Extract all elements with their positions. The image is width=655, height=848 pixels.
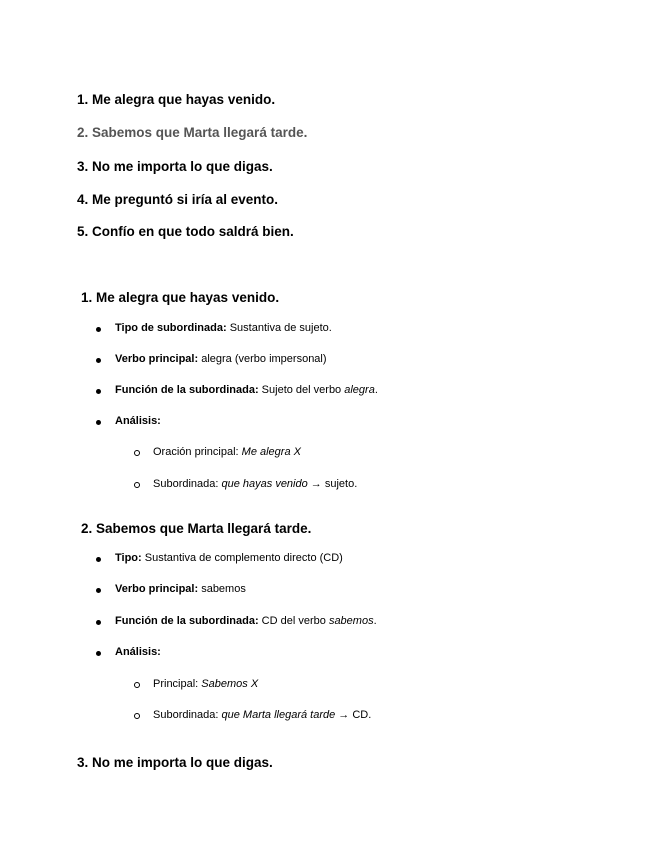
sub-bullet-italic-text: que Marta llegará tarde — [221, 709, 336, 721]
bullet-text: Sujeto del verbo — [258, 384, 345, 396]
list-item: 5. Confío en que todo saldrá bien. — [77, 224, 294, 239]
bullet-tail-text: . — [373, 615, 377, 627]
sub-bullet-text: Subordinada: — [153, 709, 222, 721]
bullet-text: Sustantiva de sujeto. — [226, 322, 332, 334]
bullet-text: alegra (verbo impersonal) — [198, 353, 327, 365]
bullet-dot-icon — [96, 651, 101, 656]
bullet-label: Verbo principal: — [115, 583, 199, 595]
bullet-label: Función de la subordinada: — [115, 384, 259, 396]
list-item: 4. Me preguntó si iría al evento. — [77, 192, 279, 207]
bullet-dot-icon — [96, 358, 101, 363]
bullet-label: Tipo: — [115, 552, 142, 564]
bullet-text: Sustantiva de complemento directo (CD) — [141, 552, 343, 564]
circle-bullet-icon — [134, 450, 140, 456]
bullet-text: CD del verbo — [258, 615, 329, 627]
sub-bullet-text: Oración principal: — [153, 446, 242, 458]
sub-bullet-text: Subordinada: — [153, 478, 222, 490]
sub-bullet-italic-text: Me alegra X — [241, 446, 301, 458]
bullet-label: Análisis: — [115, 415, 161, 427]
bullet-label: Función de la subordinada: — [115, 615, 259, 627]
list-item: 3. No me importa lo que digas. — [77, 159, 273, 174]
sub-bullet-italic-text: que hayas venido — [221, 478, 308, 490]
bullet-label: Tipo de subordinada: — [115, 322, 227, 334]
bullet-dot-icon — [96, 420, 101, 425]
list-item: 1. Me alegra que hayas venido. — [77, 92, 276, 107]
bullet-dot-icon — [96, 620, 101, 625]
circle-bullet-icon — [134, 713, 140, 719]
list-item: 2. Sabemos que Marta llegará tarde. — [77, 125, 308, 140]
bullet-dot-icon — [96, 327, 101, 332]
bullet-dot-icon — [96, 588, 101, 593]
section-heading: 1. Me alegra que hayas venido. — [81, 290, 280, 305]
sub-bullet-text: Principal: — [153, 678, 202, 690]
sub-bullet-tail-text: → CD. — [335, 709, 372, 721]
section-heading: 2. Sabemos que Marta llegará tarde. — [81, 521, 312, 536]
bullet-italic-text: sabemos — [328, 615, 374, 627]
section-heading: 3. No me importa lo que digas. — [77, 755, 273, 770]
bullet-dot-icon — [96, 557, 101, 562]
bullet-italic-text: alegra — [344, 384, 375, 396]
bullet-tail-text: . — [374, 384, 378, 396]
bullet-label: Análisis: — [115, 646, 161, 658]
bullet-text: sabemos — [198, 583, 246, 595]
circle-bullet-icon — [134, 682, 140, 688]
bullet-dot-icon — [96, 389, 101, 394]
bullet-label: Verbo principal: — [115, 353, 199, 365]
circle-bullet-icon — [134, 482, 140, 488]
sub-bullet-italic-text: Sabemos X — [201, 678, 259, 690]
sub-bullet-tail-text: → sujeto. — [307, 478, 358, 490]
